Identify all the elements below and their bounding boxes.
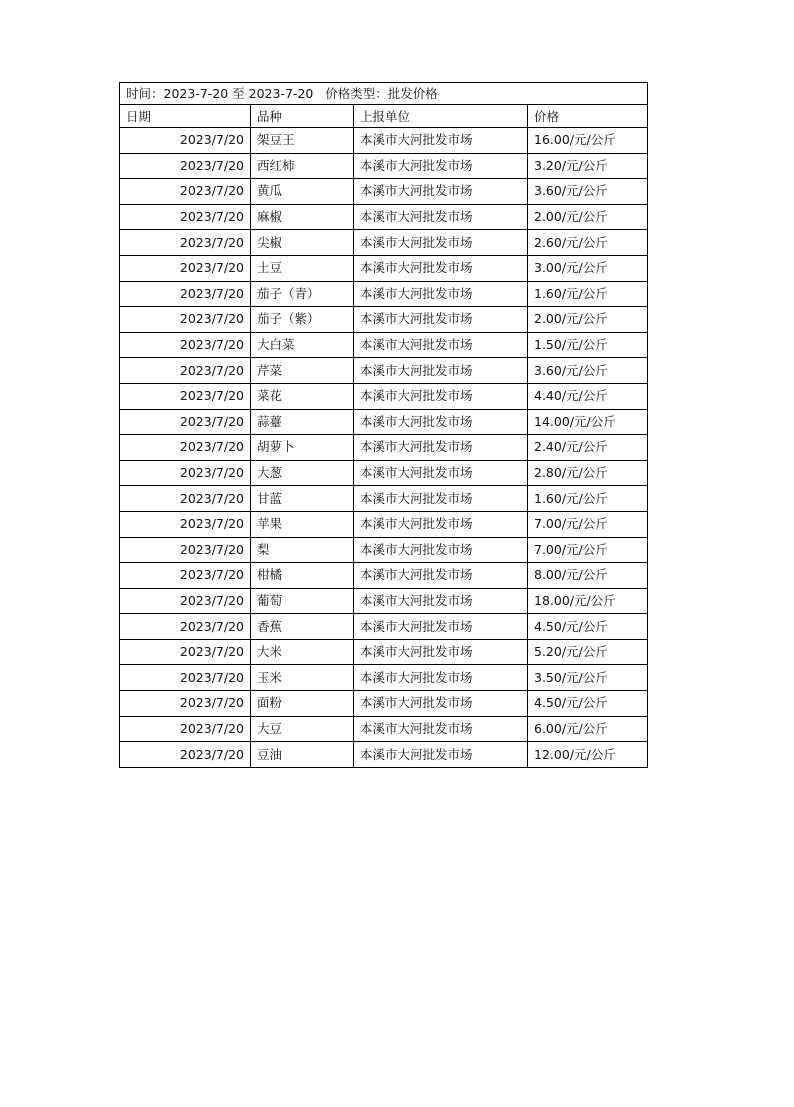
unit-cell: 本溪市大河批发市场 [354,307,528,333]
date-cell: 2023/7/20 [120,383,251,409]
unit-cell: 本溪市大河批发市场 [354,358,528,384]
table-row [120,179,648,205]
price-cell: 18.00/元/公斤 [528,588,648,614]
unit-cell: 本溪市大河批发市场 [354,665,528,691]
unit-cell: 本溪市大河批发市场 [354,639,528,665]
variety-cell: 大白菜 [251,332,354,358]
price-cell: 1.60/元/公斤 [528,486,648,512]
price-cell: 3.60/元/公斤 [528,358,648,384]
table-header-row [120,105,648,128]
date-cell: 2023/7/20 [120,460,251,486]
variety-cell: 葡萄 [251,588,354,614]
column-header-price: 价格 [528,105,648,128]
price-cell: 16.00/元/公斤 [528,128,648,154]
unit-cell: 本溪市大河批发市场 [354,204,528,230]
time-range: 2023-7-20 至 2023-7-20 [163,85,314,101]
date-cell: 2023/7/20 [120,511,251,537]
unit-cell: 本溪市大河批发市场 [354,614,528,640]
date-cell: 2023/7/20 [120,588,251,614]
variety-cell: 黄瓜 [251,179,354,205]
variety-cell: 土豆 [251,255,354,281]
unit-cell: 本溪市大河批发市场 [354,691,528,717]
table-row [120,153,648,179]
date-cell: 2023/7/20 [120,332,251,358]
table-row [120,563,648,589]
variety-cell: 茄子（紫） [251,307,354,333]
table-row [120,614,648,640]
table-row [120,486,648,512]
table-row [120,128,648,154]
query-info-cell [120,83,648,105]
table-row [120,255,648,281]
unit-cell: 本溪市大河批发市场 [354,255,528,281]
date-cell: 2023/7/20 [120,307,251,333]
column-header-variety: 品种 [251,105,354,128]
price-cell: 3.00/元/公斤 [528,255,648,281]
table-row [120,716,648,742]
unit-cell: 本溪市大河批发市场 [354,486,528,512]
unit-cell: 本溪市大河批发市场 [354,383,528,409]
date-cell: 2023/7/20 [120,716,251,742]
price-cell: 2.00/元/公斤 [528,204,648,230]
date-cell: 2023/7/20 [120,563,251,589]
table-row [120,332,648,358]
variety-cell: 甘蓝 [251,486,354,512]
variety-cell: 大葱 [251,460,354,486]
table-row [120,204,648,230]
price-cell: 2.40/元/公斤 [528,435,648,461]
price-type-value: 批发价格 [387,85,438,101]
table-row [120,409,648,435]
price-cell: 8.00/元/公斤 [528,563,648,589]
price-cell: 4.50/元/公斤 [528,614,648,640]
unit-cell: 本溪市大河批发市场 [354,281,528,307]
table-row [120,691,648,717]
date-cell: 2023/7/20 [120,639,251,665]
variety-cell: 麻椒 [251,204,354,230]
price-cell: 2.00/元/公斤 [528,307,648,333]
price-cell: 14.00/元/公斤 [528,409,648,435]
variety-cell: 尖椒 [251,230,354,256]
table-row [120,307,648,333]
variety-cell: 柑橘 [251,563,354,589]
date-cell: 2023/7/20 [120,665,251,691]
date-cell: 2023/7/20 [120,742,251,768]
price-report-page [119,82,647,768]
date-cell: 2023/7/20 [120,204,251,230]
price-cell: 3.20/元/公斤 [528,153,648,179]
column-header-date: 日期 [120,105,251,128]
variety-cell: 香蕉 [251,614,354,640]
table-row [120,383,648,409]
table-row [120,281,648,307]
query-info-row [120,83,648,105]
price-cell: 1.60/元/公斤 [528,281,648,307]
date-cell: 2023/7/20 [120,255,251,281]
unit-cell: 本溪市大河批发市场 [354,511,528,537]
variety-cell: 玉米 [251,665,354,691]
price-cell: 4.40/元/公斤 [528,383,648,409]
unit-cell: 本溪市大河批发市场 [354,460,528,486]
price-cell: 5.20/元/公斤 [528,639,648,665]
date-cell: 2023/7/20 [120,486,251,512]
date-cell: 2023/7/20 [120,230,251,256]
unit-cell: 本溪市大河批发市场 [354,153,528,179]
unit-cell: 本溪市大河批发市场 [354,409,528,435]
price-cell: 4.50/元/公斤 [528,691,648,717]
date-cell: 2023/7/20 [120,409,251,435]
unit-cell: 本溪市大河批发市场 [354,588,528,614]
variety-cell: 豆油 [251,742,354,768]
date-cell: 2023/7/20 [120,614,251,640]
table-row [120,435,648,461]
variety-cell: 蒜薹 [251,409,354,435]
table-row [120,665,648,691]
variety-cell: 大米 [251,639,354,665]
wholesale-price-table [119,82,648,768]
variety-cell: 西红柿 [251,153,354,179]
variety-cell: 架豆王 [251,128,354,154]
unit-cell: 本溪市大河批发市场 [354,716,528,742]
variety-cell: 梨 [251,537,354,563]
table-row [120,742,648,768]
unit-cell: 本溪市大河批发市场 [354,563,528,589]
variety-cell: 大豆 [251,716,354,742]
price-cell: 1.50/元/公斤 [528,332,648,358]
table-row [120,588,648,614]
unit-cell: 本溪市大河批发市场 [354,537,528,563]
table-row [120,460,648,486]
date-cell: 2023/7/20 [120,281,251,307]
price-cell: 7.00/元/公斤 [528,511,648,537]
price-cell: 2.60/元/公斤 [528,230,648,256]
unit-cell: 本溪市大河批发市场 [354,435,528,461]
date-cell: 2023/7/20 [120,128,251,154]
table-row [120,230,648,256]
unit-cell: 本溪市大河批发市场 [354,230,528,256]
unit-cell: 本溪市大河批发市场 [354,179,528,205]
date-cell: 2023/7/20 [120,153,251,179]
time-label: 时间： [126,85,164,101]
unit-cell: 本溪市大河批发市场 [354,742,528,768]
date-cell: 2023/7/20 [120,179,251,205]
variety-cell: 面粉 [251,691,354,717]
table-row [120,537,648,563]
price-cell: 6.00/元/公斤 [528,716,648,742]
price-cell: 12.00/元/公斤 [528,742,648,768]
table-row [120,639,648,665]
variety-cell: 芹菜 [251,358,354,384]
unit-cell: 本溪市大河批发市场 [354,332,528,358]
unit-cell: 本溪市大河批发市场 [354,128,528,154]
price-cell: 2.80/元/公斤 [528,460,648,486]
date-cell: 2023/7/20 [120,691,251,717]
variety-cell: 苹果 [251,511,354,537]
column-header-unit: 上报单位 [354,105,528,128]
date-cell: 2023/7/20 [120,435,251,461]
variety-cell: 胡萝卜 [251,435,354,461]
price-cell: 7.00/元/公斤 [528,537,648,563]
price-type-label: 价格类型： [325,85,388,101]
date-cell: 2023/7/20 [120,358,251,384]
price-cell: 3.50/元/公斤 [528,665,648,691]
variety-cell: 茄子（青） [251,281,354,307]
table-body [120,83,648,768]
price-cell: 3.60/元/公斤 [528,179,648,205]
table-row [120,358,648,384]
date-cell: 2023/7/20 [120,537,251,563]
table-row [120,511,648,537]
variety-cell: 菜花 [251,383,354,409]
